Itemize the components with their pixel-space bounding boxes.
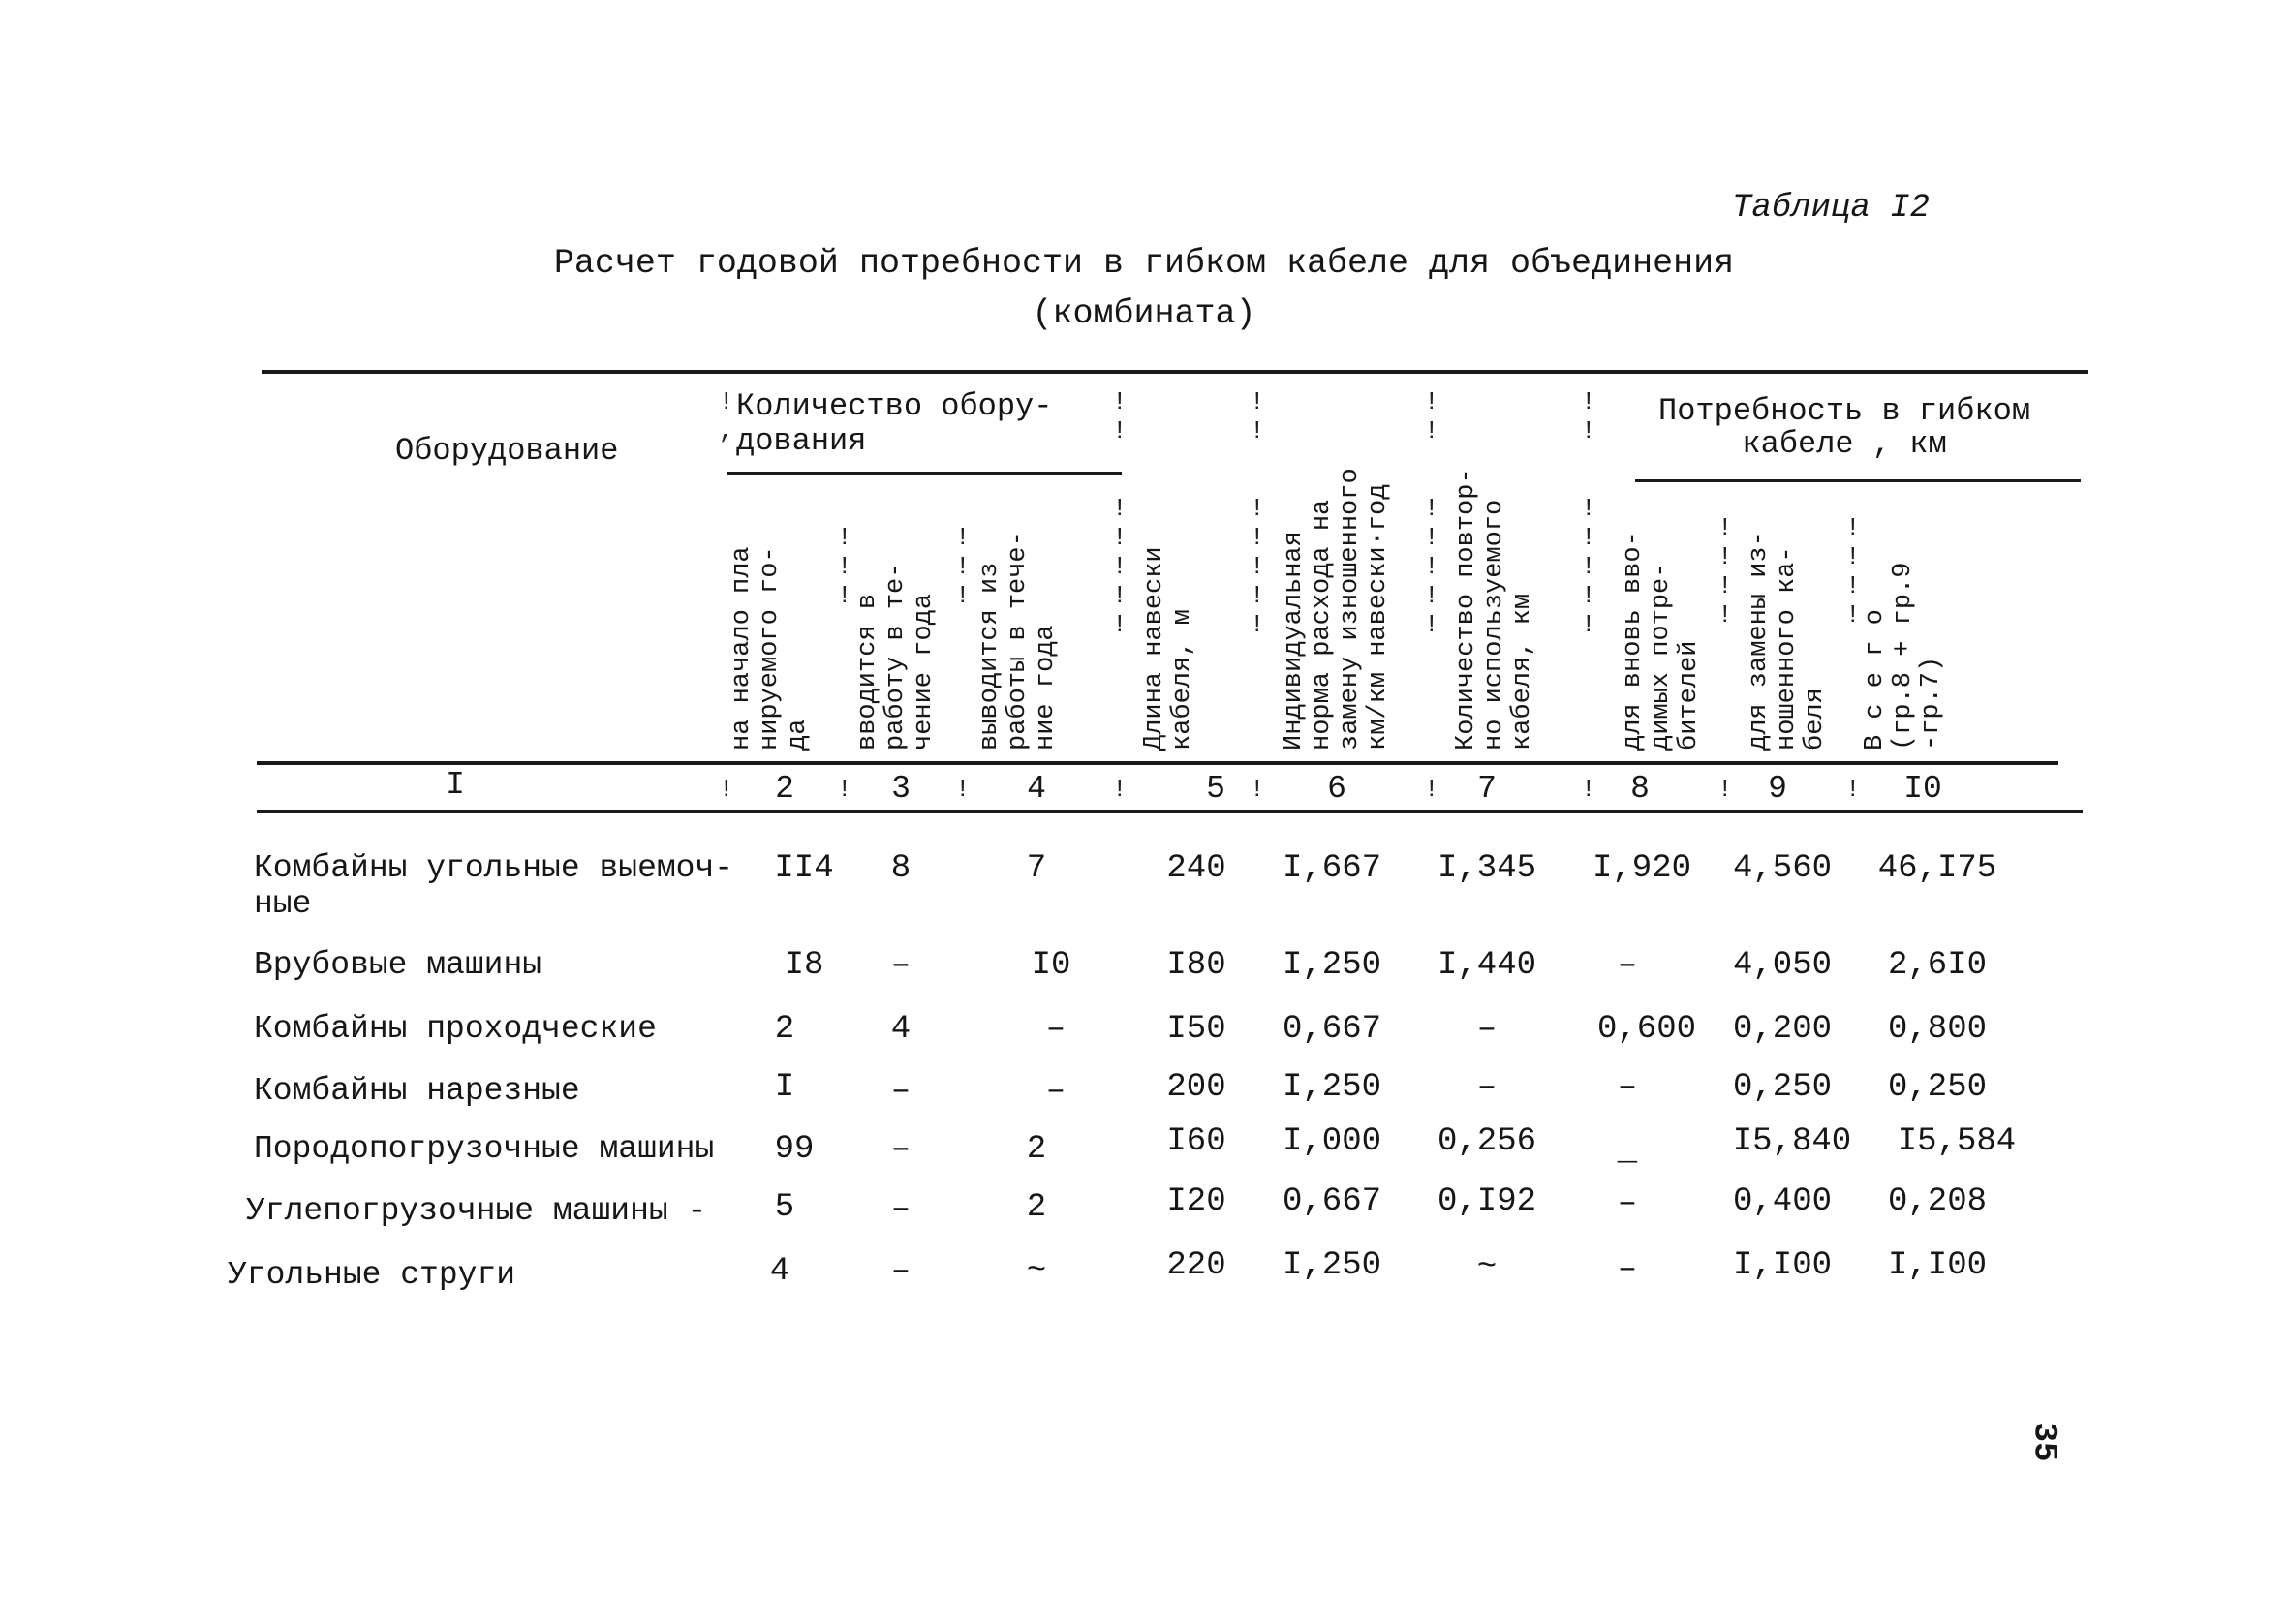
cell-c7: 0,I92 xyxy=(1437,1183,1537,1220)
cell-c9: 4,560 xyxy=(1732,850,1833,887)
header-col9: для замены из- ношенного ка- беля xyxy=(1745,531,1830,751)
separator: ! ! ! xyxy=(955,523,971,610)
header-col7: Количество повтор- но используемого кабеля, км xyxy=(1452,468,1537,751)
cell-c9: 0,400 xyxy=(1732,1183,1833,1220)
cell-c4: 2 xyxy=(1026,1131,1047,1168)
cell-c8: – xyxy=(1617,947,1638,984)
cell-c9: 4,050 xyxy=(1732,947,1833,984)
cell-c6: I,000 xyxy=(1282,1123,1382,1160)
separator: ! ! ! ! ! xyxy=(1112,494,1128,639)
table-title xyxy=(0,238,2288,339)
column-number-10: I0 xyxy=(1903,771,1942,807)
cell-c5: 240 xyxy=(1166,850,1226,887)
cell-c4: 2 xyxy=(1026,1189,1047,1226)
cell-c8: I,920 xyxy=(1592,850,1692,887)
row-name: Комбайны угольные выемоч- ные xyxy=(254,850,734,922)
cell-c6: I,250 xyxy=(1282,1069,1382,1106)
cell-c10: I,I00 xyxy=(1887,1247,1988,1284)
cell-c6: I,250 xyxy=(1282,1247,1382,1284)
cell-c10: 0,208 xyxy=(1887,1183,1988,1220)
row-name: Породопогрузочные машины xyxy=(254,1131,715,1167)
cell-c8: – xyxy=(1617,1185,1638,1222)
cell-c2: 5 xyxy=(774,1189,795,1226)
cell-c4: ~ xyxy=(1026,1253,1047,1290)
separator: ! ! ! ! xyxy=(1717,513,1733,629)
page-number: 35 xyxy=(2025,1422,2062,1462)
cell-c10: 2,6I0 xyxy=(1887,947,1988,984)
header-equipment: Оборудование xyxy=(395,433,619,469)
header-group-quantity-line-2: дования xyxy=(736,423,867,459)
header-col8: для вновь вво- димых потре- бителей xyxy=(1619,531,1704,751)
cell-c6: I,250 xyxy=(1282,947,1382,984)
header-col3: вводится в работу в те- чение года xyxy=(853,562,939,751)
separator: ! xyxy=(837,775,852,804)
cell-c9: I,I00 xyxy=(1732,1247,1833,1284)
cell-c7: 0,256 xyxy=(1437,1123,1537,1160)
cell-c6: 0,667 xyxy=(1282,1183,1382,1220)
separator: ! ! ! ! ! xyxy=(1250,494,1265,639)
cell-c4: – xyxy=(1045,1073,1067,1110)
cell-c10: 46,I75 xyxy=(1877,850,1997,887)
column-number-1: I xyxy=(446,767,465,803)
separator: ! ! ! ! ! xyxy=(1581,494,1596,639)
column-number-2: 2 xyxy=(775,771,794,807)
cell-c4: – xyxy=(1045,1011,1067,1048)
cell-c2: II4 xyxy=(774,850,834,887)
rule-header-bottom xyxy=(257,761,2058,765)
cell-c6: I,667 xyxy=(1282,850,1382,887)
separator: ! xyxy=(719,775,734,804)
cell-c3: – xyxy=(890,947,912,984)
cell-c3: 4 xyxy=(890,1011,912,1048)
cell-c3: – xyxy=(890,1191,912,1228)
cell-c7: ~ xyxy=(1476,1249,1498,1286)
cell-c4: 7 xyxy=(1026,850,1047,887)
header-col5: Длина навески кабеля, м xyxy=(1140,546,1197,751)
header-group-demand-line-2: кабеле , км xyxy=(1742,426,1947,462)
row-name: Комбайны проходческие xyxy=(254,1011,657,1047)
cell-c7: – xyxy=(1476,1011,1498,1048)
column-number-7: 7 xyxy=(1477,771,1497,807)
rule-group-demand xyxy=(1635,479,2081,482)
cell-c10: 0,250 xyxy=(1887,1069,1988,1106)
cell-c6: 0,667 xyxy=(1282,1011,1382,1048)
separator: ! ! ! ! xyxy=(1845,513,1861,629)
cell-c8: – xyxy=(1617,1251,1638,1288)
cell-c9: 0,200 xyxy=(1732,1011,1833,1048)
cell-c10: I5,584 xyxy=(1897,1123,2017,1160)
cell-c5: I20 xyxy=(1166,1183,1226,1220)
cell-c3: 8 xyxy=(890,850,912,887)
separator: ! ! xyxy=(1424,387,1439,445)
cell-c10: 0,800 xyxy=(1887,1011,1988,1048)
rule-group-quantity xyxy=(727,472,1122,475)
header-col4: выводится из работы в тече- ние года xyxy=(975,531,1061,751)
cell-c5: I60 xyxy=(1166,1123,1226,1160)
header-col6: Индивидуальная норма расхода на замену изношенного км/км навески·год xyxy=(1280,468,1393,751)
column-number-4: 4 xyxy=(1027,771,1046,807)
cell-c2: 4 xyxy=(769,1253,790,1290)
row-name: Углепогрузочные машины - xyxy=(246,1193,707,1229)
separator: ! xyxy=(1250,775,1265,804)
cell-c3: – xyxy=(890,1131,912,1168)
cell-c4: I0 xyxy=(1031,947,1071,984)
separator: ! xyxy=(1581,775,1596,804)
cell-c8: _ xyxy=(1617,1133,1638,1170)
separator: ! ! xyxy=(1112,387,1128,445)
cell-c9: 0,250 xyxy=(1732,1069,1833,1106)
title-line-2: (комбината) xyxy=(1032,294,1256,333)
cell-c7: – xyxy=(1476,1069,1498,1106)
separator: ! xyxy=(1424,775,1439,804)
separator: ! ! ! ! ! xyxy=(1424,494,1439,639)
header-group-demand-line-1: Потребность в гибком xyxy=(1658,393,2031,429)
header-group-demand xyxy=(1658,395,2030,461)
cell-c5: I80 xyxy=(1166,947,1226,984)
header-col10: В с е г о (гр.8 + гр.9 -гр.7) xyxy=(1861,562,1946,751)
column-number-6: 6 xyxy=(1327,771,1346,807)
row-name: Комбайны нарезные xyxy=(254,1073,580,1109)
rule-top xyxy=(262,370,2088,374)
cell-c7: I,440 xyxy=(1437,947,1537,984)
separator: ! xyxy=(1112,775,1128,804)
cell-c9: I5,840 xyxy=(1732,1123,1852,1160)
header-group-quantity xyxy=(736,389,1052,459)
cell-c3: – xyxy=(890,1253,912,1290)
cell-c5: I50 xyxy=(1166,1011,1226,1048)
title-line-1: Расчет годовой потребности в гибком кабеле для объединения xyxy=(553,244,1735,283)
table-label: Таблица I2 xyxy=(1731,190,1930,227)
separator: ! ! ! xyxy=(837,523,852,610)
header-col2: на начало пла нируемого го- да xyxy=(727,546,813,751)
cell-c8: – xyxy=(1617,1069,1638,1106)
column-number-9: 9 xyxy=(1768,771,1787,807)
separator: ! xyxy=(1717,775,1733,804)
separator: ! xyxy=(1845,775,1861,804)
cell-c3: – xyxy=(890,1073,912,1110)
cell-c7: I,345 xyxy=(1437,850,1537,887)
separator: ! xyxy=(955,775,971,804)
column-number-8: 8 xyxy=(1630,771,1650,807)
cell-c2: I xyxy=(774,1069,795,1106)
row-name: Врубовые машины xyxy=(254,947,542,983)
cell-c8: 0,600 xyxy=(1596,1011,1697,1048)
column-number-5: 5 xyxy=(1206,771,1225,807)
column-number-3: 3 xyxy=(891,771,911,807)
header-group-quantity-line-1: Количество обору- xyxy=(736,388,1053,424)
separator: ! ! xyxy=(1250,387,1265,445)
rule-numbers-bottom xyxy=(257,810,2083,813)
cell-c5: 220 xyxy=(1166,1247,1226,1284)
separator: ! , xyxy=(719,387,734,445)
cell-c2: 99 xyxy=(774,1131,815,1168)
cell-c2: I8 xyxy=(784,947,824,984)
cell-c5: 200 xyxy=(1166,1069,1226,1106)
cell-c2: 2 xyxy=(774,1011,795,1048)
separator: ! ! xyxy=(1581,387,1596,445)
row-name: Угольные струги xyxy=(228,1257,516,1293)
